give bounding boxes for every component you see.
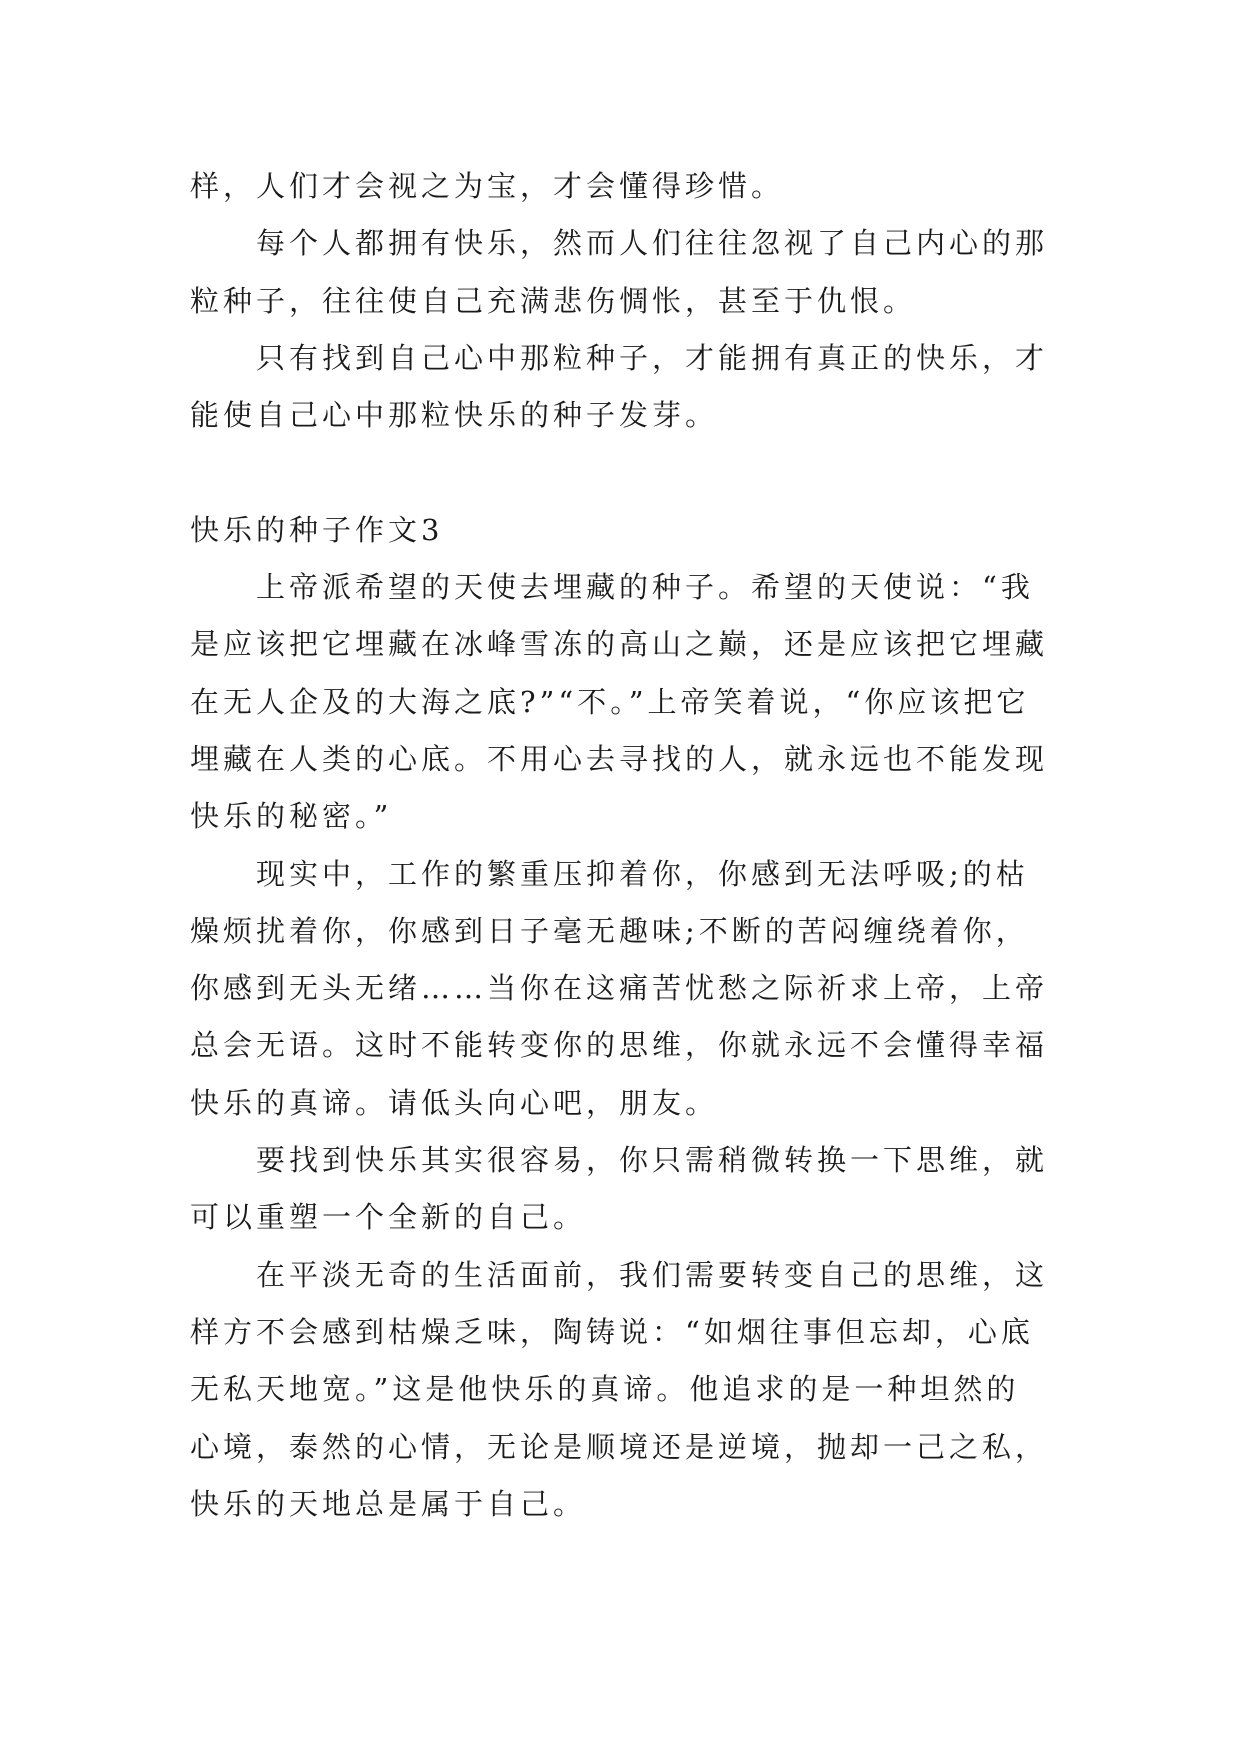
text-line: 心境，泰然的心情，无论是顺境还是逆境，抛却一己之私， [190, 1429, 1049, 1464]
text-line: 粒种子，往往使自己充满悲伤惆怅，甚至于仇恨。 [190, 283, 917, 318]
text-line: 在无人企及的大海之底?”“不。”上帝笑着说，“你应该把它 [190, 684, 1030, 719]
document-body [190, 158, 1070, 1533]
blank-line [190, 444, 1070, 501]
text-line: 是应该把它埋藏在冰峰雪冻的高山之巅，还是应该把它埋藏 [190, 627, 1049, 662]
text-line: 可以重塑一个全新的自己。 [190, 1200, 587, 1235]
text-line: 快乐的真谛。请低头向心吧，朋友。 [190, 1085, 719, 1120]
text-line: 现实中，工作的繁重压抑着你，你感到无法呼吸;的枯 [256, 856, 1029, 891]
text-line: 样，人们才会视之为宝，才会懂得珍惜。 [190, 169, 785, 203]
text-line: 埋藏在人类的心底。不用心去寻找的人，就永远也不能发现 [190, 741, 1049, 776]
paragraph [190, 1247, 1070, 1533]
text-line: 你感到无头无绪……当你在这痛苦忧愁之际祈求上帝，上帝 [190, 971, 1049, 1006]
text-line: 快乐的天地总是属于自己。 [190, 1486, 587, 1521]
text-line: 总会无语。这时不能转变你的思维，你就永远不会懂得幸福 [190, 1028, 1049, 1063]
text-line: 上帝派希望的天使去埋藏的种子。希望的天使说：“我 [256, 570, 1034, 605]
text-line: 无私天地宽。”这是他快乐的真谛。他追求的是一种坦然的 [190, 1372, 1020, 1407]
text-line: 每个人都拥有快乐，然而人们往往忽视了自己内心的那 [256, 226, 1049, 261]
paragraph [190, 846, 1070, 1132]
paragraph-continuation [190, 158, 1070, 215]
paragraph [190, 330, 1070, 445]
section-title: 快乐的种子作文3 [190, 512, 444, 547]
text-line: 能使自己心中那粒快乐的种子发芽。 [190, 398, 719, 433]
paragraph [190, 215, 1070, 330]
text-line: 快乐的秘密。” [190, 799, 393, 834]
text-line: 燥烦扰着你，你感到日子毫无趣味;不断的苦闷缠绕着你， [190, 913, 1029, 948]
text-line: 样方不会感到枯燥乏味，陶铸说：“如烟往事但忘却，心底 [190, 1314, 1034, 1349]
paragraph [190, 559, 1070, 845]
text-line: 只有找到自己心中那粒种子，才能拥有真正的快乐，才 [256, 340, 1049, 375]
text-line: 要找到快乐其实很容易，你只需稍微转换一下思维，就 [256, 1143, 1049, 1178]
text-line: 在平淡无奇的生活面前，我们需要转变自己的思维，这 [256, 1257, 1049, 1292]
paragraph [190, 1132, 1070, 1247]
